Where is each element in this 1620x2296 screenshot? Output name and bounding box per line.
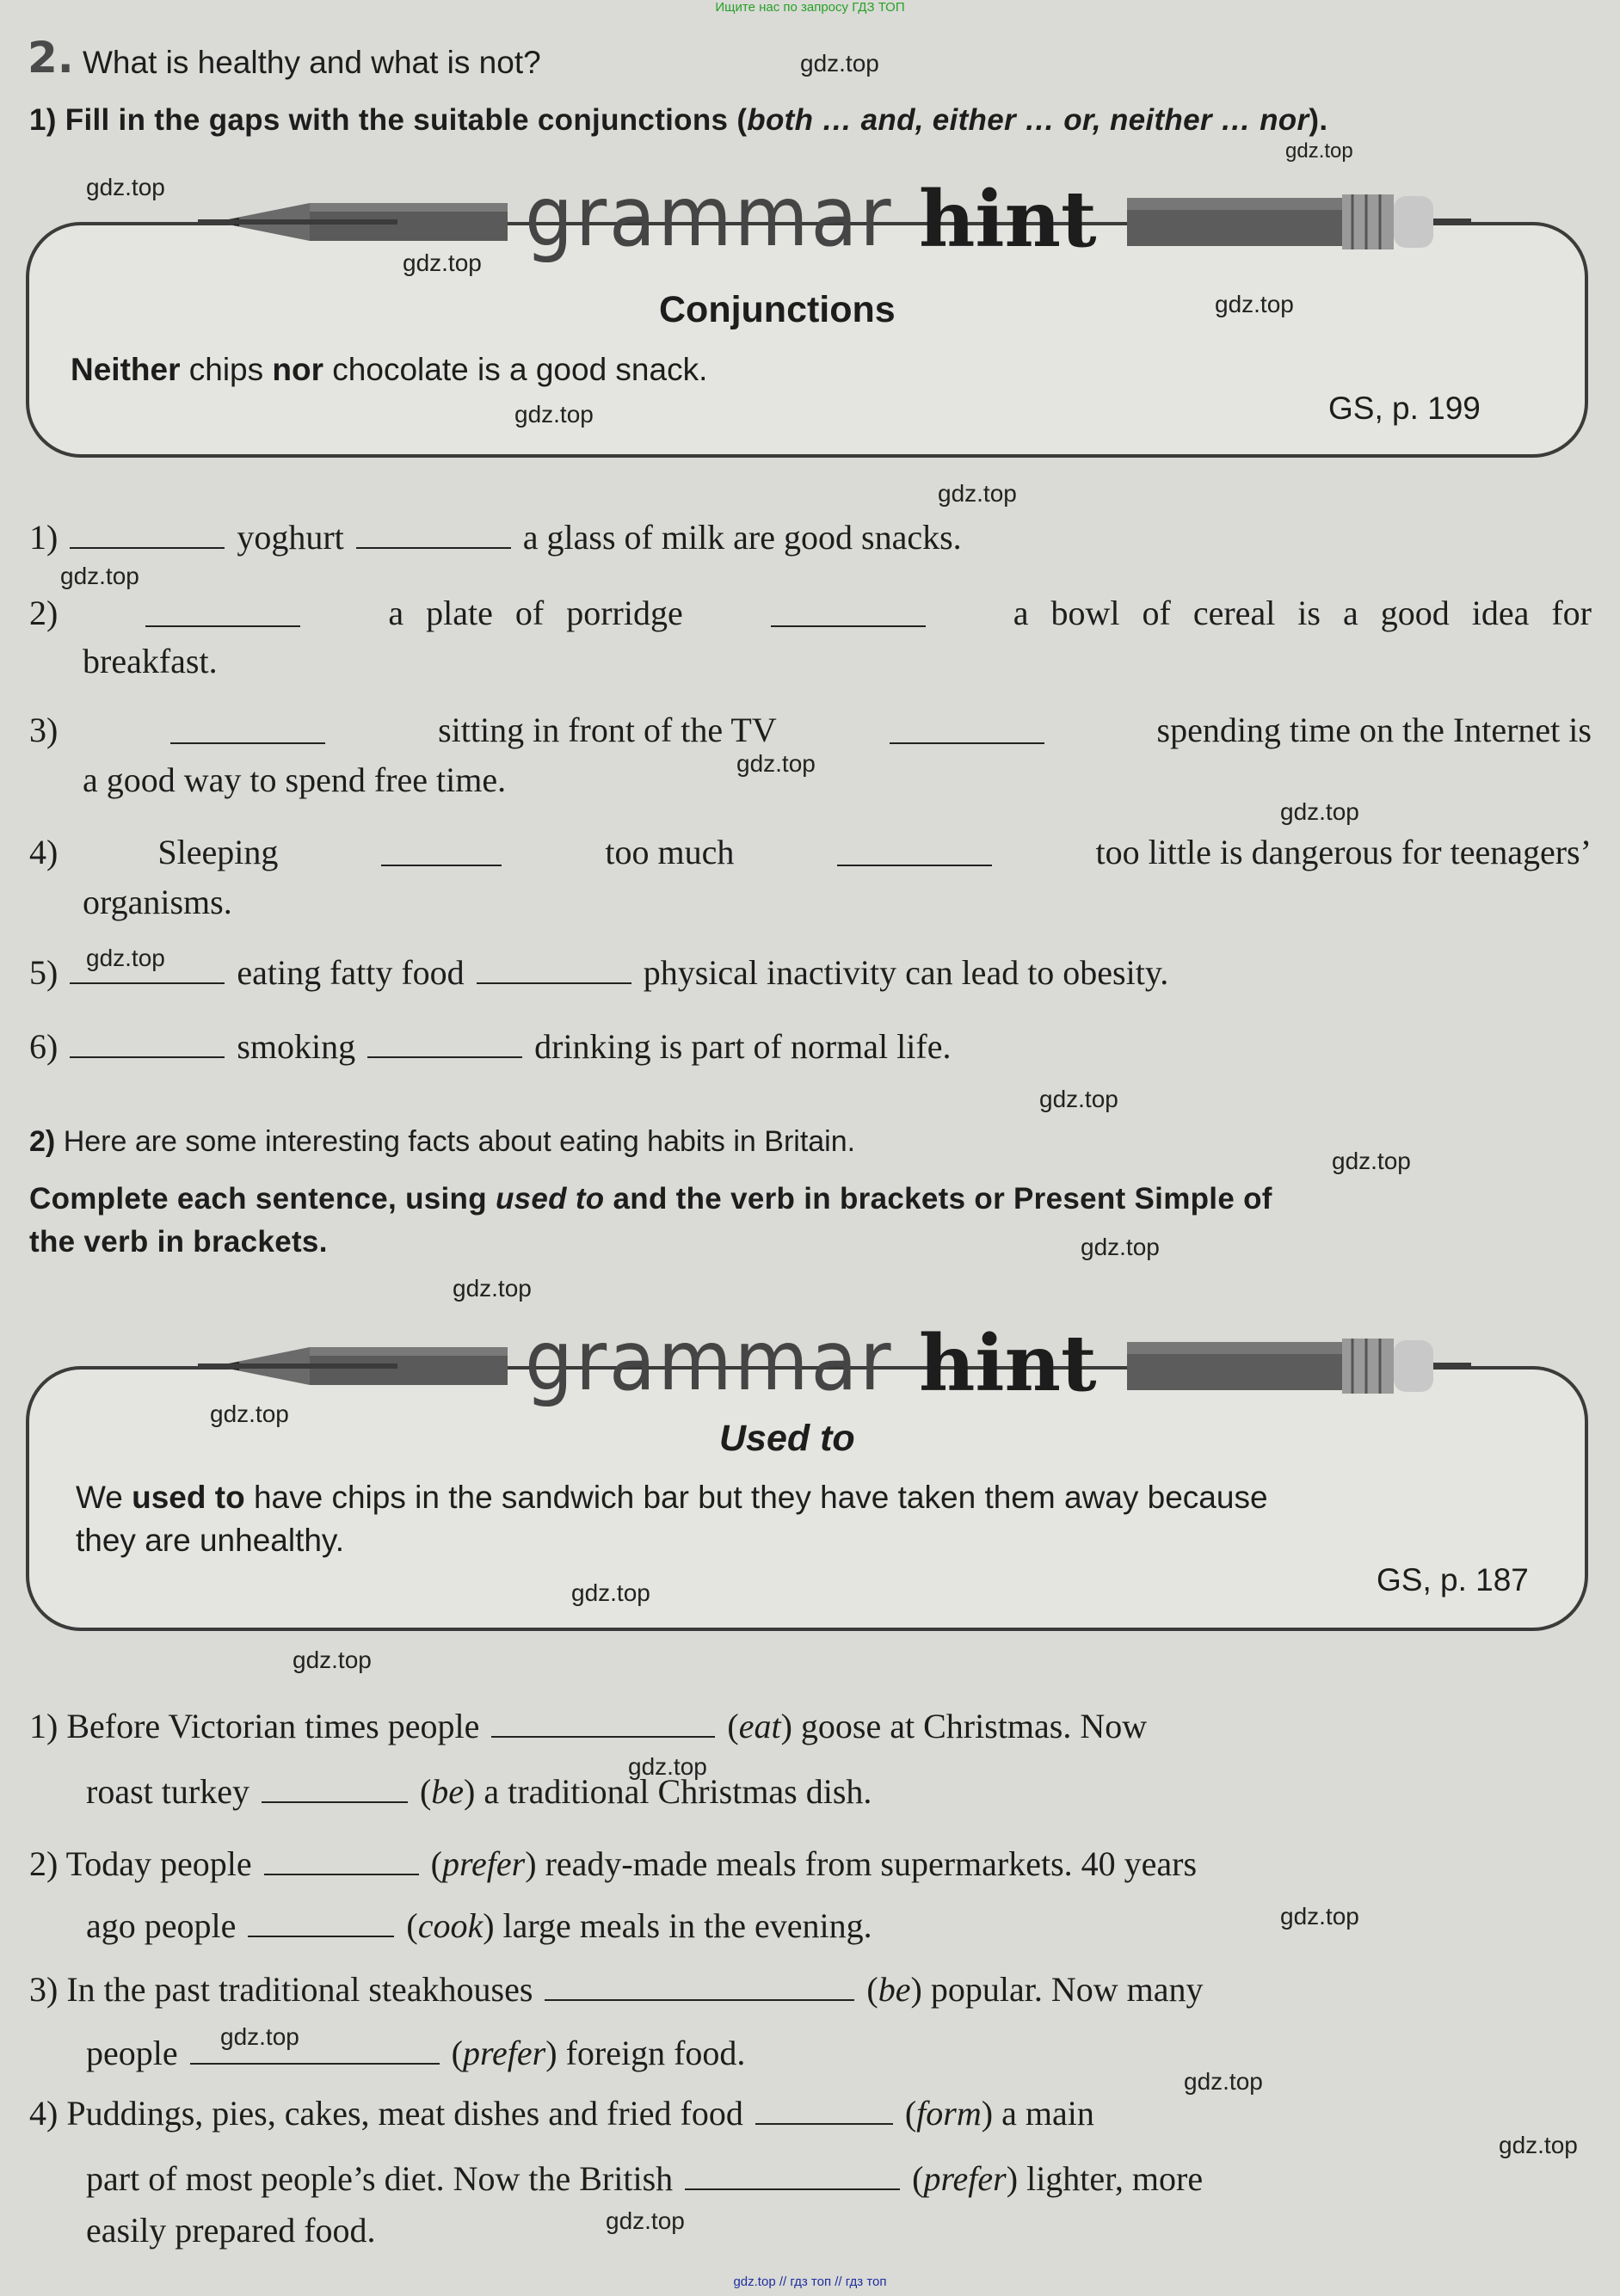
watermark: gdz.top — [1280, 798, 1359, 825]
task-2-intro-text: Here are some interesting facts about eating habits in Britain. — [63, 1125, 856, 1158]
watermark: gdz.top — [800, 50, 879, 77]
answer-gap[interactable] — [381, 864, 502, 866]
watermark: gdz.top — [514, 401, 594, 428]
task-1-text-a: Fill in the gaps with the suitable conjunctions ( — [65, 103, 748, 137]
answer-gap[interactable] — [491, 1735, 715, 1738]
verb-hint: cook — [417, 1906, 484, 1945]
watermark: gdz.top — [293, 1647, 372, 1673]
watermark: gdz.top — [453, 1275, 532, 1302]
item-number: 4) — [29, 2094, 59, 2133]
item-number: 2) — [29, 594, 59, 632]
ex1-item-3 — [29, 707, 1592, 754]
task-1-number: 1) — [29, 103, 57, 137]
sentence-text: part of most people’s diet. Now the British — [86, 2159, 674, 2198]
sentence-text: popular. Now many — [930, 1970, 1204, 2009]
sentence-text: a traditional Christmas dish. — [484, 1772, 872, 1811]
watermark: gdz.top — [210, 1400, 289, 1427]
task-2-text-b: and the verb in brackets or Present Simple of — [604, 1182, 1272, 1216]
ex1-item-4-cont: organisms. — [83, 883, 232, 921]
watermark: gdz.top — [1039, 1086, 1118, 1112]
hint-example-used-to-cont: they are unhealthy. — [76, 1523, 344, 1558]
sentence-text: large meals in the evening. — [502, 1906, 872, 1945]
answer-gap[interactable] — [170, 742, 325, 744]
watermark: gdz.top — [86, 174, 165, 200]
watermark: gdz.top — [1280, 1903, 1359, 1930]
task-1-conjunctions: both … and, either … or, neither … nor — [747, 103, 1309, 137]
hint-reference-2: GS, p. 187 — [1377, 1562, 1529, 1597]
hint-text-we: We — [76, 1480, 132, 1515]
sentence-text: drinking is part of normal life. — [534, 1027, 952, 1066]
watermark: gdz.top — [220, 2023, 299, 2050]
sentence-text: a plate of porridge — [388, 594, 683, 632]
ex2-item-3: 3) In the past traditional steakhouses (be) popular. Now many — [29, 1970, 1204, 2009]
sentence-text: smoking — [237, 1027, 356, 1066]
sentence-text: Before Victorian times people — [66, 1707, 480, 1745]
watermark: gdz.top — [1285, 139, 1353, 163]
hint-heading-used-to: Used to — [719, 1418, 855, 1459]
ex2-item-4: 4) Puddings, pies, cakes, meat dishes and fried food (form) a main — [29, 2094, 1094, 2133]
task-2-instruction-cont: the verb in brackets. — [29, 1225, 328, 1259]
hint-text-end: chocolate is a good snack. — [323, 352, 708, 387]
item-number: 5) — [29, 953, 59, 992]
sentence-text: a glass of milk are good snacks. — [522, 518, 962, 557]
sentence-text: ready-made meals from supermarkets. 40 years — [545, 1844, 1198, 1883]
item-number: 1) — [29, 1707, 59, 1745]
answer-gap[interactable] — [70, 1056, 225, 1058]
sentence-text: foreign food. — [565, 2034, 746, 2072]
hint-reference-1: GS, p. 199 — [1328, 391, 1481, 426]
sentence-text: a bowl of cereal is a good idea for — [1013, 594, 1592, 632]
sentence-text: too little is dangerous for teenagers’ — [1095, 833, 1592, 871]
watermark: gdz.top — [571, 1579, 650, 1606]
verb-hint: be — [431, 1772, 465, 1811]
watermark: gdz.top — [736, 750, 816, 777]
ex1-item-2-cont: breakfast. — [83, 642, 218, 680]
hint-text-chips: chips — [180, 352, 273, 387]
watermark: gdz.top — [606, 2207, 685, 2234]
item-number: 4) — [29, 833, 59, 871]
hint-bold-used-to: used to — [132, 1480, 245, 1515]
answer-gap[interactable] — [70, 546, 225, 549]
ex1-item-6 — [29, 1024, 951, 1070]
answer-gap[interactable] — [545, 1998, 854, 2001]
watermark: gdz.top — [60, 563, 139, 589]
verb-hint: prefer — [441, 1844, 526, 1883]
verb-hint: eat — [738, 1707, 781, 1745]
sentence-text: yoghurt — [237, 518, 344, 557]
answer-gap[interactable] — [771, 625, 926, 627]
task-1-instruction — [29, 103, 1327, 138]
sentence-text: Sleeping — [157, 833, 279, 871]
hint-text-rest: have chips in the sandwich bar but they have taken them away because — [244, 1480, 1268, 1515]
ex1-item-1 — [29, 514, 962, 561]
watermark: gdz.top — [1499, 2132, 1578, 2158]
answer-gap[interactable] — [367, 1056, 522, 1058]
ex1-item-5 — [29, 950, 1168, 996]
exercise-title: What is healthy and what is not? — [83, 45, 541, 80]
hint-example-conjunctions — [71, 348, 707, 391]
sentence-text: eating fatty food — [237, 953, 465, 992]
answer-gap[interactable] — [248, 1935, 394, 1937]
sentence-text: lighter, more — [1026, 2159, 1204, 2198]
hint-title-grammar: grammar — [525, 1313, 894, 1409]
item-number: 1) — [29, 518, 59, 557]
sentence-text: Puddings, pies, cakes, meat dishes and fried food — [66, 2094, 743, 2133]
watermark: gdz.top — [1332, 1148, 1411, 1174]
sentence-text: ago people — [86, 1906, 237, 1945]
watermark: gdz.top — [403, 249, 482, 276]
sentence-text: roast turkey — [86, 1772, 249, 1811]
watermark: gdz.top — [938, 480, 1017, 507]
hint-bold-nor: nor — [272, 352, 324, 387]
answer-gap[interactable] — [755, 2122, 893, 2125]
watermark: gdz.top — [1184, 2068, 1263, 2095]
pencil-eraser-icon — [1127, 189, 1471, 258]
item-number: 6) — [29, 1027, 59, 1066]
sentence-text: people — [86, 2034, 178, 2072]
watermark: gdz.top — [628, 1753, 707, 1780]
ex2-item-4-cont2: easily prepared food. — [86, 2211, 376, 2250]
hint-title-hint: hint — [919, 1318, 1097, 1409]
item-number: 3) — [29, 1970, 59, 2009]
pencil-eraser-icon — [1127, 1333, 1471, 1402]
verb-hint: form — [916, 2094, 982, 2133]
pencil-tip-icon — [198, 1335, 508, 1397]
answer-gap[interactable] — [477, 982, 631, 984]
ex2-item-4-cont: part of most people’s diet. Now the British (prefer) lighter, more — [86, 2159, 1204, 2198]
sentence-text: sitting in front of the TV — [438, 711, 777, 749]
sentence-text: spending time on the Internet is — [1156, 711, 1592, 749]
item-number: 2) — [29, 1844, 59, 1883]
sentence-text: goose at Christmas. Now — [800, 1707, 1148, 1745]
task-2-used-to: used to — [495, 1182, 605, 1216]
sentence-text: a main — [1001, 2094, 1094, 2133]
task-1-text-b: ). — [1309, 103, 1328, 137]
task-2-intro — [29, 1125, 855, 1159]
item-number: 3) — [29, 711, 59, 749]
task-2-instruction — [29, 1182, 1272, 1216]
exercise-number: 2. — [28, 33, 74, 83]
answer-gap[interactable] — [145, 625, 300, 627]
ex2-item-1-cont: roast turkey (be) a traditional Christmas dish. — [86, 1772, 872, 1811]
footer-links[interactable]: gdz.top // гдз топ // гдз топ — [733, 2274, 887, 2289]
hint-title-grammar: grammar — [525, 169, 894, 265]
sentence-text: In the past traditional steakhouses — [66, 1970, 533, 2009]
answer-gap[interactable] — [262, 1800, 408, 1803]
hint-title-hint: hint — [919, 174, 1097, 265]
ex1-item-2 — [29, 590, 1592, 637]
ex2-item-1: 1) Before Victorian times people (eat) goose at Christmas. Now — [29, 1707, 1148, 1745]
verb-hint: prefer — [462, 2034, 546, 2072]
answer-gap[interactable] — [356, 546, 511, 549]
pencil-tip-icon — [198, 191, 508, 253]
answer-gap[interactable] — [837, 864, 992, 866]
sentence-text: Today people — [65, 1844, 252, 1883]
watermark: gdz.top — [1215, 291, 1294, 317]
answer-gap[interactable] — [685, 2188, 900, 2190]
task-2-text-a: Complete each sentence, using — [29, 1182, 496, 1216]
verb-hint: prefer — [923, 2159, 1007, 2198]
answer-gap[interactable] — [264, 1873, 419, 1875]
watermark: gdz.top — [1081, 1234, 1160, 1260]
ex2-item-2-cont: ago people (cook) large meals in the evening. — [86, 1906, 872, 1945]
ex2-item-3-cont: people (prefer) foreign food. — [86, 2034, 746, 2072]
sentence-text: physical inactivity can lead to obesity. — [643, 953, 1169, 992]
task-2-number: 2) — [29, 1125, 56, 1158]
hint-bold-neither: Neither — [71, 352, 181, 387]
sentence-text: too much — [605, 833, 735, 871]
answer-gap[interactable] — [190, 2062, 440, 2065]
ex1-item-3-cont: a good way to spend free time. — [83, 760, 507, 799]
hint-heading-conjunctions: Conjunctions — [659, 289, 896, 330]
verb-hint: be — [878, 1970, 911, 2009]
watermark: gdz.top — [86, 945, 165, 971]
answer-gap[interactable] — [890, 742, 1044, 744]
hint-example-used-to — [76, 1476, 1268, 1519]
answer-gap[interactable] — [70, 982, 225, 984]
ex2-item-2: 2) Today people (prefer) ready-made meals from supermarkets. 40 years — [29, 1844, 1198, 1883]
top-banner[interactable]: Ищите нас по запросу ГДЗ ТОП — [715, 0, 905, 15]
ex1-item-4 — [29, 829, 1592, 876]
